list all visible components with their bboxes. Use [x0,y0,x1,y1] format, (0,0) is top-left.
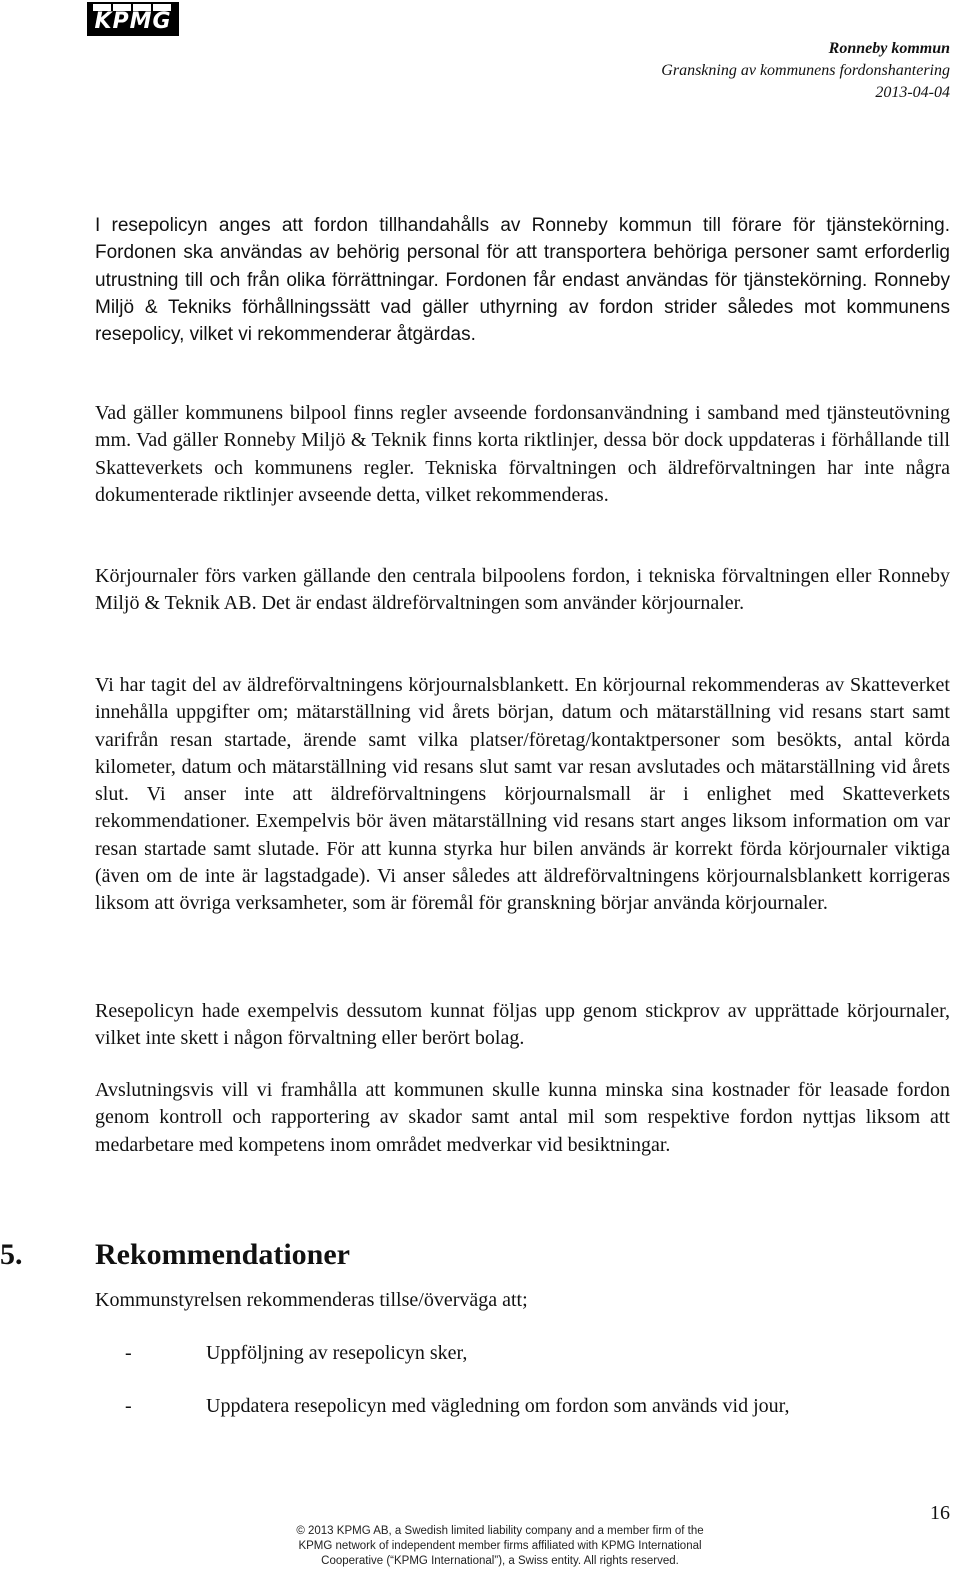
kpmg-logo [87,2,179,36]
section-number: 5. [0,1238,23,1271]
bullet-text: Uppdatera resepolicyn med vägledning om fordon som används vid jour, [206,1395,790,1417]
section-title: Rekommendationer [95,1238,350,1271]
bullet-text: Uppföljning av resepolicyn sker, [206,1342,468,1364]
paragraph-korjournaler: Körjournaler förs varken gällande den centrala bilpoolens fordon, i tekniska förvaltningen eller Ronneby Miljö & Teknik AB. Det är endast äldreförvaltningen som använder körjournaler. [95,565,950,615]
list-item [0,1395,960,1425]
footer-line: KPMG network of independent member firms affiliated with KPMG International [298,1540,702,1552]
footer-line: © 2013 KPMG AB, a Swedish limited liability company and a member firm of the [296,1525,704,1537]
bullet-dash: - [125,1395,132,1417]
logo-text: KPMG [94,9,172,34]
paragraph-bilpool: Vad gäller kommunens bilpool finns regler avseende fordonsanvändning i samband med tjänsteutövning mm. Vad gäller Ronneby Miljö & Teknik finns korta riktlinjer, dessa bör dock uppdateras i förhållande till Skatteverkets och kommunens regler. Tekniska förvaltningen och äldreförvaltningen har inte några dokumenterade riktlinjer avseende detta, vilket rekommenderas. [95,402,950,506]
section-intro: Kommunstyrelsen rekommenderas tillse/överväga att; [95,1289,528,1311]
header-date: 2013-04-04 [875,84,950,101]
header-subtitle: Granskning av kommunens fordonshantering [661,62,950,79]
footer-line: Cooperative (“KPMG International”), a Swiss entity. All rights reserved. [321,1555,679,1567]
list-item [0,1342,960,1372]
paragraph-avslutning: Avslutningsvis vill vi framhålla att kommunen skulle kunna minska sina kostnader för leasade fordon genom kontroll och rapportering av skador samt antal mil som respektive fordon nyttjas liksom att medarbetare med kompetens inom området medverkar vid besiktningar. [95,1079,950,1156]
paragraph-resepolicy: I resepolicyn anges att fordon tillhandahålls av Ronneby kommun till förare för tjänstekörning. Fordonen ska användas av behörig personal för att transportera behöriga personer samt erforderlig utrustning till och från olika förrättningar. Fordonen får endast användas för tjänstekörning. Ronneby Miljö & Tekniks förhållningssätt vad gäller uthyrning av fordon strider således mot kommunens resepolicy, vilket vi rekommenderar åtgärdas. [95,215,950,346]
paragraph-korjournalsblankett: Vi har tagit del av äldreförvaltningens körjournalsblankett. En körjournal rekommenderas av Skatteverket innehålla uppgifter om; mätarställning vid årets början, datum och mätarställning vid resans start samt varifrån resan startade, ärende samt vilka platser/företag/kontaktpersoner som besökts, antal körda kilometer, datum och mätarställning vid resans slut samt var resan avslutades och mätarställning vid årets slut. Vi anser inte att äldreförvaltningens körjournalsmall är i enlighet med Skatteverkets rekommendationer. Exempelvis bör även mätarställning vid resans start anges liksom information om var resan startade samt slutade. För att kunna styrka hur bilen används är korrekt förda körjournaler viktiga (även om de inte är lagstadgade). Vi anser således att äldreförvaltningens körjournalsblankett korrigeras liksom att övriga verksamheter, som är föremål för granskning börjar använda körjournaler. [95,674,950,915]
footer-copyright [250,1524,750,1569]
page-number: 16 [930,1502,950,1524]
bullet-dash: - [125,1342,132,1364]
paragraph-stickprov: Resepolicyn hade exempelvis dessutom kunnat följas upp genom stickprov av upprättade körjournaler, vilket inte skett i någon förvaltning eller berört bolag. [95,1000,950,1050]
header-organization: Ronneby kommun [828,40,950,57]
